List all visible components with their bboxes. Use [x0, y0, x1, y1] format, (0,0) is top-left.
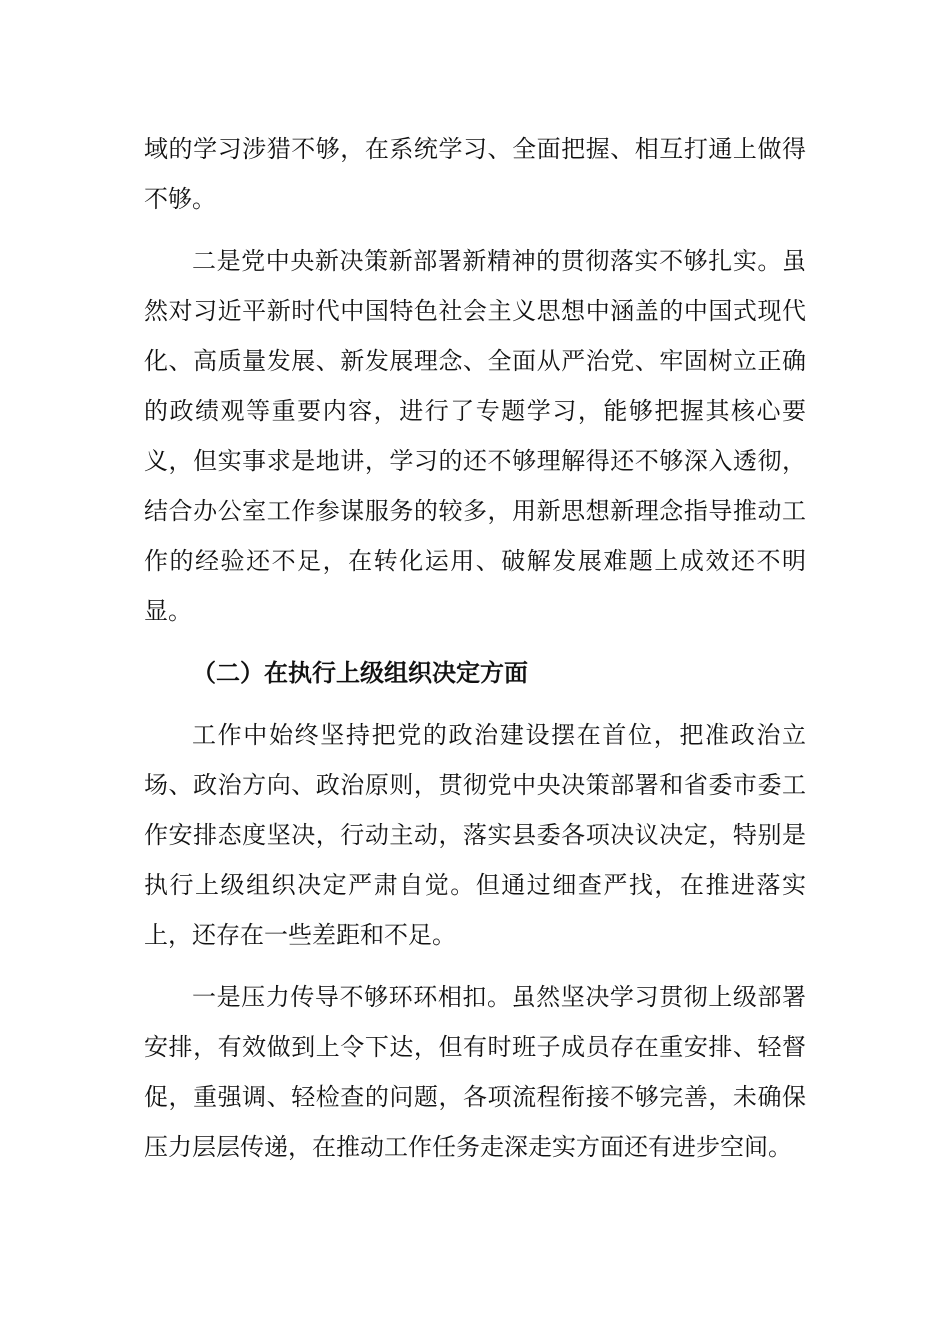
paragraph-continuation: 域的学习涉猎不够，在系统学习、全面把握、相互打通上做得不够。: [144, 135, 806, 213]
paragraph-item-two: 二是党中央新决策新部署新精神的贯彻落实不够扎实。虽然对习近平新时代中国特色社会主义思想中涵盖的中国式现代化、高质量发展、新发展理念、全面从严治党、牢固树立正确的政绩观等重要内容，进行了专题学习，能够把握其核心要义，但实事求是地讲，学习的还不够理解得还不够深入透彻，结合办公室工作参谋服务的较多，用新思想新理念指导推动工作的经验还不足，在转化运用、破解发展难题上成效还不明显。: [144, 247, 806, 625]
section-heading: （二）在执行上级组织决定方面: [192, 659, 528, 687]
paragraph-item-one: 一是压力传导不够环环相扣。虽然坚决学习贯彻上级部署安排，有效做到上令下达，但有时班子成员存在重安排、轻督促，重强调、轻检查的问题，各项流程衔接不够完善，未确保压力层层传递，在推动工作任务走深走实方面还有进步空间。: [144, 983, 806, 1161]
paragraph-section-intro: 工作中始终坚持把党的政治建设摆在首位，把准政治立场、政治方向、政治原则，贯彻党中央决策部署和省委市委工作安排态度坚决，行动主动，落实县委各项决议决定，特别是执行上级组织决定严肃自觉。但通过细查严找，在推进落实上，还存在一些差距和不足。: [144, 721, 806, 949]
document-body: [144, 124, 806, 1172]
